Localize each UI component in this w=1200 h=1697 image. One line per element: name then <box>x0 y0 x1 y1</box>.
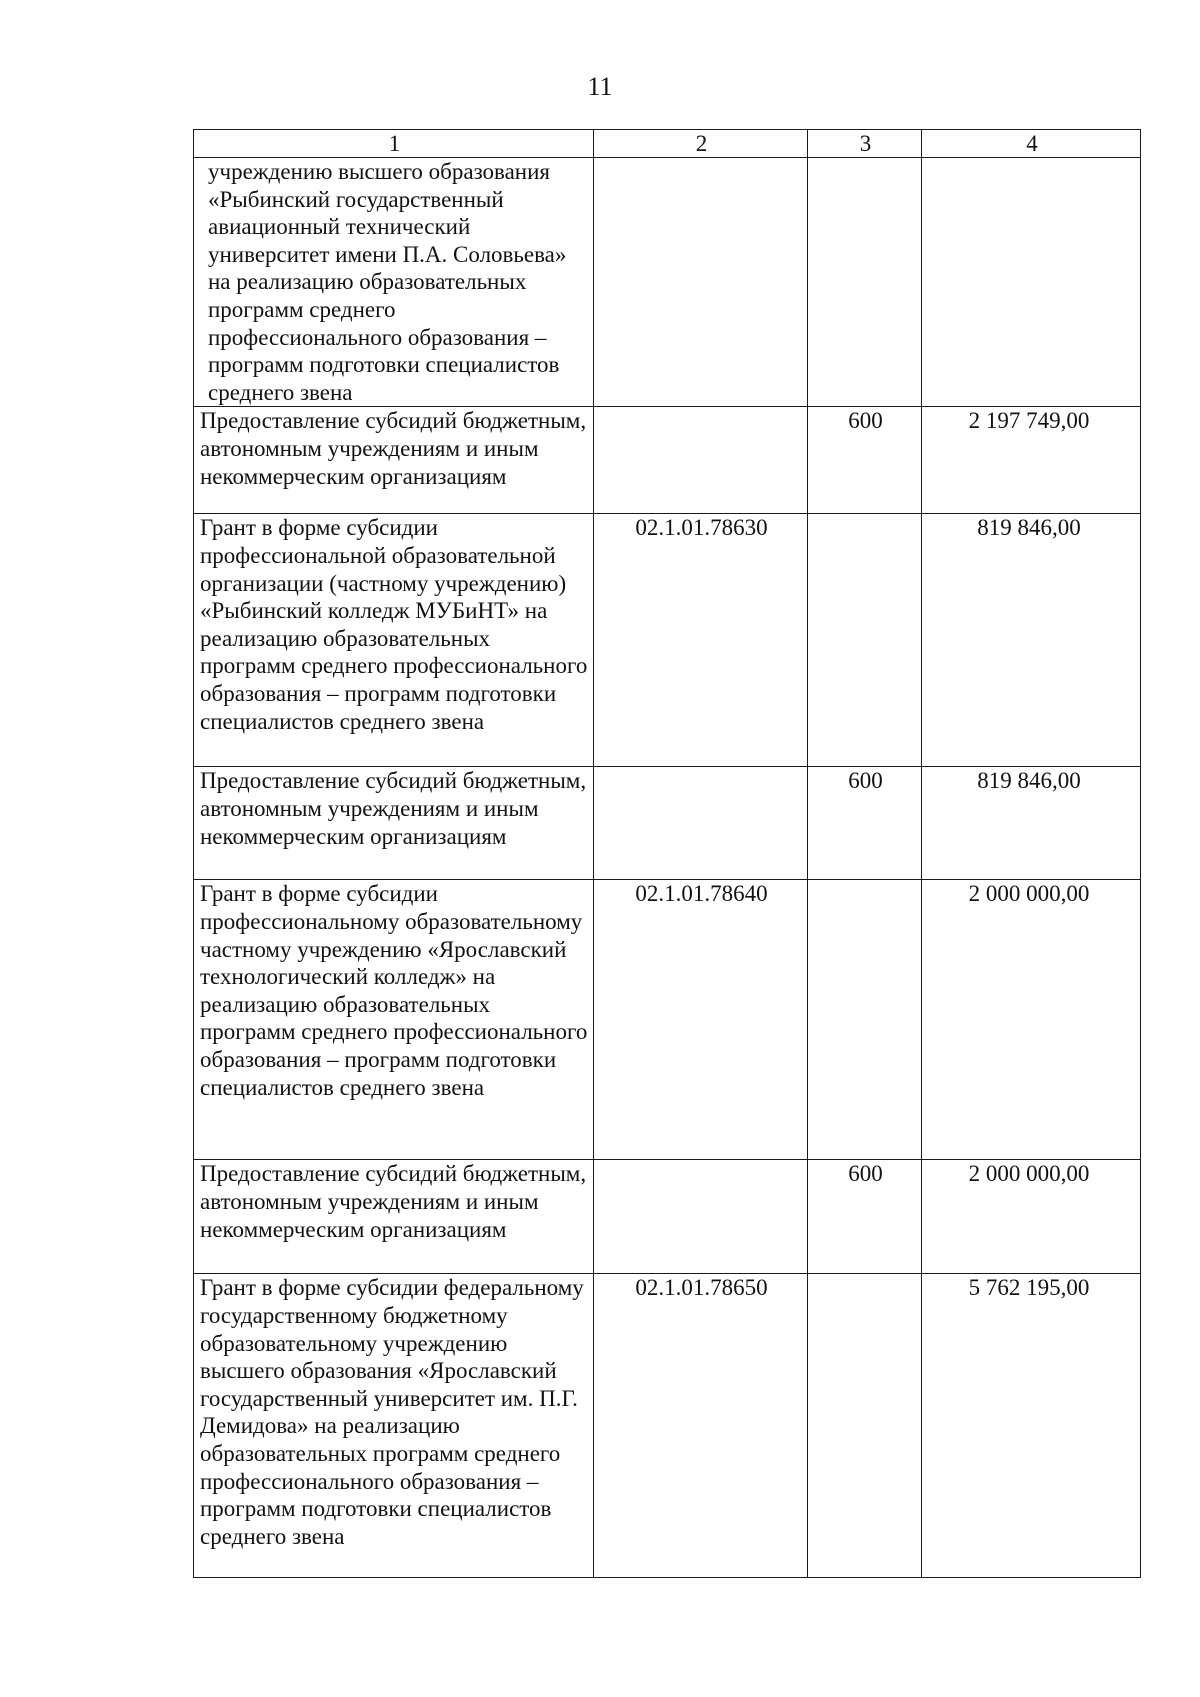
table-header-row <box>194 130 1141 158</box>
column-header-2: 2 <box>594 130 808 158</box>
row-amount: 5 762 195,00 <box>922 1274 1141 1578</box>
table-row <box>194 1274 1141 1578</box>
column-header-1: 1 <box>194 130 594 158</box>
table-row <box>194 514 1141 767</box>
budget-table <box>193 129 1141 1578</box>
row-type <box>808 1274 922 1578</box>
table-row <box>194 407 1141 514</box>
column-header-3: 3 <box>808 130 922 158</box>
row-amount: 2 000 000,00 <box>922 880 1141 1160</box>
row-description: Предоставление субсидий бюджетным, автономным учреждениям и иным некоммерческим организациям <box>194 1160 594 1274</box>
table-row <box>194 767 1141 880</box>
row-type <box>808 880 922 1160</box>
row-description: Предоставление субсидий бюджетным, автономным учреждениям и иным некоммерческим организациям <box>194 407 594 514</box>
row-amount: 819 846,00 <box>922 767 1141 880</box>
row-description: учреждению высшего образования «Рыбинский государственный авиационный технический университет имени П.А. Соловьева» на реализацию образовательных программ среднего профессионального образования – программ подготовки специалистов среднего звена <box>194 158 594 407</box>
row-code <box>594 407 808 514</box>
row-code: 02.1.01.78630 <box>594 514 808 767</box>
row-code: 02.1.01.78650 <box>594 1274 808 1578</box>
row-description: Грант в форме субсидии профессиональному образовательному частному учреждению «Ярославский технологический колледж» на реализацию образовательных программ среднего профессионального образования – программ подготовки специалистов среднего звена <box>194 880 594 1160</box>
column-header-4: 4 <box>922 130 1141 158</box>
row-type: 600 <box>808 1160 922 1274</box>
table-row <box>194 1160 1141 1274</box>
table-row <box>194 158 1141 407</box>
row-type <box>808 514 922 767</box>
row-code <box>594 767 808 880</box>
row-amount: 819 846,00 <box>922 514 1141 767</box>
page-number: 11 <box>587 72 613 101</box>
row-code: 02.1.01.78640 <box>594 880 808 1160</box>
row-type <box>808 158 922 407</box>
row-description: Предоставление субсидий бюджетным, автономным учреждениям и иным некоммерческим организациям <box>194 767 594 880</box>
table-row <box>194 880 1141 1160</box>
row-amount: 2 197 749,00 <box>922 407 1141 514</box>
row-code <box>594 1160 808 1274</box>
row-type: 600 <box>808 767 922 880</box>
row-type: 600 <box>808 407 922 514</box>
row-amount <box>922 158 1141 407</box>
row-description: Грант в форме субсидии профессиональной образовательной организации (частному учреждению) «Рыбинский колледж МУБиНТ» на реализацию образовательных программ среднего профессионального образования – программ подготовки специалистов среднего звена <box>194 514 594 767</box>
row-amount: 2 000 000,00 <box>922 1160 1141 1274</box>
row-description: Грант в форме субсидии федеральному государственному бюджетному образовательному учреждению высшего образования «Ярославский государственный университет им. П.Г. Демидова» на реализацию образовательных программ среднего профессионального образования – программ подготовки специалистов среднего звена <box>194 1274 594 1578</box>
row-code <box>594 158 808 407</box>
